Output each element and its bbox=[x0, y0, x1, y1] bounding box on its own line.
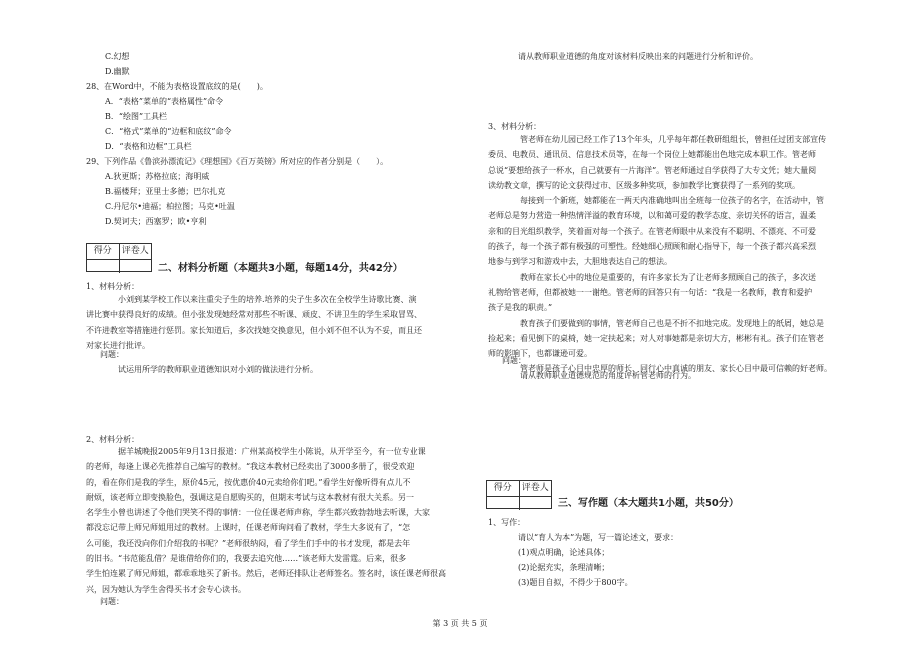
q29-option-b: B.福楼拜；亚里士多德；巴尔扎克 bbox=[105, 187, 226, 196]
score-box bbox=[486, 480, 552, 509]
w1-prompt: 请以“育人为本”为题，写一篇论述文，要求： bbox=[518, 533, 679, 542]
m3-line: 亲和的目光组织教学，笑着面对每一个孩子。在管老师眼中从来没有不聪明、不漂亮、不可爱 bbox=[488, 226, 816, 236]
m3-line: 管老师在幼儿园已经工作了13个年头，几乎每年都任教研组组长，曾担任过团支部宣传 bbox=[520, 135, 827, 144]
m3-line: 孩子是我的职责。” bbox=[488, 303, 553, 313]
q29-option-a: A.狄更斯；苏格拉底；海明威 bbox=[105, 172, 210, 181]
score-label: 得分 bbox=[487, 481, 520, 496]
score-label: 得分 bbox=[87, 244, 120, 259]
m3-line: 捡起来；看见倒下的桌椅，她一定扶起来；对人对事她都是亲切大方，彬彬有礼。孩子们在管老 bbox=[488, 333, 824, 343]
m2-question-label: 问题： bbox=[100, 597, 124, 606]
m2-line: 名学生小曾也讲述了令他们哭笑不得的事情：一位任课老师声称，学生都兴致勃勃地去听课，大家 bbox=[86, 508, 430, 518]
m2-line: 兴，因为她认为学生舍得买书才会专心读书。 bbox=[86, 584, 246, 594]
q28-option-b: B．“绘图”工具栏 bbox=[105, 112, 168, 121]
m1-line: 小刘到某学校工作以来注重尖子生的培养.培养的尖子生多次在全校学生诗歌比赛、演 bbox=[118, 295, 417, 304]
m2-line: 学生怕连累了师兄师姐，都乖乖地买了新书。然后，老师还排队让老师签名。签名时，该任课老师很高 bbox=[86, 569, 446, 579]
section2-title: 二、材料分析题（本题共3小题，每题14分，共42分） bbox=[158, 263, 403, 274]
m3-body bbox=[488, 132, 862, 377]
m2-heading: 2、材料分析： bbox=[86, 435, 140, 444]
m1-question-label: 问题： bbox=[100, 350, 124, 359]
q28-option-a: A．“表格”菜单的“表格属性”命令 bbox=[105, 97, 224, 106]
m2-line: 耐烦，该老师立即变换脸色，强调这是自愿购买的，但期末考试与这本教材有很大关系。另一 bbox=[86, 492, 414, 502]
m1-line: 不许进教室等措施进行惩罚。家长知道后，多次找她交换意见，但小刘不但不认为不妥，而且还 bbox=[86, 325, 422, 335]
m3-line: 教育孩子们要做到的事情，管老师自己也是不折不扣地完成。发现地上的纸屑，她总是 bbox=[520, 318, 824, 328]
page-footer: 第 3 页 共 5 页 bbox=[432, 619, 488, 628]
m3-line: 读幼教文章，撰写的论文获得过市、区级多种奖项，参加教学比赛获得了一系列的奖项。 bbox=[488, 180, 800, 190]
m3-line: 老师总是努力营造一种热情洋溢的教育环境，以和蔼可爱的教学态度、亲切关怀的语言，温柔 bbox=[488, 211, 816, 221]
m2-line: 的旧书。“书范能乱借？是谁借给你们的，我要去追究他……”该老师大发雷霆。后来，很多 bbox=[86, 554, 407, 564]
grader-label: 评卷人 bbox=[121, 246, 149, 256]
score-box bbox=[86, 243, 152, 272]
m2-line: 据羊城晚报2005年9月13日报道：广州某高校学生小陈说，从开学至今，有一位专业课 bbox=[118, 447, 426, 456]
m2-line: 都没忘记带上师兄师姐用过的教材。上课时，任课老师询问看了教材，学生大多说有了，“怎 bbox=[86, 523, 411, 533]
m2-body bbox=[86, 444, 480, 597]
grader-label: 评卷人 bbox=[521, 483, 549, 493]
score-cell bbox=[87, 260, 120, 273]
m3-line: 教师在家长心中的地位是重要的，有许多家长为了让老师多照顾自己的孩子，多次送 bbox=[520, 272, 816, 282]
score-cell bbox=[487, 497, 520, 510]
m1-heading: 1、材料分析： bbox=[86, 282, 140, 291]
w1-heading: 1、写作： bbox=[488, 518, 526, 527]
q2-prompt: 请从教师职业道德的角度对该材料反映出来的问题进行分析和评价。 bbox=[518, 52, 758, 61]
m3-line: 委员、电教员、通讯员、信息技术员等，在每一个岗位上她都能出色地完成本职工作。管老师 bbox=[488, 150, 816, 160]
m3-question-label: 问题： bbox=[502, 356, 526, 365]
m1-line: 讲比赛中获得良好的成绩。但小张发现她经常对那些不听课、顽皮、不讲卫生的学生采取冒骂、 bbox=[86, 310, 422, 320]
q28-option-d: D．“表格和边框”工具栏 bbox=[105, 142, 192, 151]
section3-title: 三、写作题（本大题共1小题，共50分） bbox=[558, 498, 739, 509]
m3-question: 请从教师职业道德规范的角度评析管老师的行为。 bbox=[520, 371, 696, 380]
grader-cell bbox=[120, 260, 152, 273]
m2-line: 的，看在你们是我的学生，原价45元，按优惠价40元卖给你们吧。”看学生好像听得有点儿不 bbox=[86, 477, 411, 487]
q27-option-d: D.幽默 bbox=[105, 67, 130, 76]
m1-line: 对家长进行批评。 bbox=[86, 340, 150, 350]
q27-option-c: C.幻想 bbox=[105, 52, 130, 61]
m3-heading: 3、材料分析： bbox=[488, 122, 542, 131]
m1-body bbox=[86, 292, 480, 353]
grader-cell bbox=[520, 497, 552, 510]
m2-line: 的老师，每逢上课必先推荐自己编写的教材。“我这本教材已经卖出了3000多册了，很受欢迎 bbox=[86, 462, 415, 472]
q29-stem: 29、下列作品《鲁滨孙漂流记》《理想国》《百万英镑》所对应的作者分别是（ ）。 bbox=[86, 157, 389, 166]
m3-line: 管老师是孩子心目中忠厚的师长、同行心中真诚的朋友、家长心目中最可信赖的好老师。 bbox=[520, 364, 832, 374]
w1-requirement: (1)观点明确，论述具体； bbox=[518, 548, 610, 557]
q29-option-d: D.契诃夫；西塞罗；欧•亨利 bbox=[105, 217, 207, 226]
w1-requirement: (3)题目自拟，不得少于800字。 bbox=[518, 578, 633, 587]
m3-line: 每接到一个新班，她都能在一两天内准确地叫出全班每一位孩子的名字，在活动中，管 bbox=[520, 196, 824, 206]
w1-requirement: (2)论据充实，条理清晰； bbox=[518, 563, 610, 572]
q28-stem: 28、在Word中，不能为表格设置底纹的是( )。 bbox=[86, 82, 268, 91]
m3-line: 礼物给管老师，但都被她一一谢绝。管老师的回答只有一句话：“我是一名教师，教育和爱护 bbox=[488, 287, 813, 297]
m3-line: 地参与到学习和游戏中去，大胆地表达自己的想法。 bbox=[488, 257, 672, 267]
m1-question: 试运用所学的教师职业道德知识对小刘的做法进行分析。 bbox=[118, 365, 318, 374]
q28-option-c: C．“格式”菜单的“边框和底纹”命令 bbox=[105, 127, 232, 136]
q29-option-c: C.丹尼尔•迪福；柏拉图；马克•吐温 bbox=[105, 202, 235, 211]
m2-line: 么可能，我还没向你们介绍我的书呢？”老师很纳闷，看了学生们手中的书才发现，都是去年 bbox=[86, 538, 411, 548]
m3-line: 总说“要想给孩子一杯水，自己就要有一片海洋”。管老师通过自学获得了大专文凭；她大量阅 bbox=[488, 165, 817, 175]
m3-line: 的孩子，每一个孩子都有极强的可塑性。经她细心照顾和耐心指导下，每一个孩子都兴高采烈 bbox=[488, 242, 816, 252]
m3-line: 师的影响下，也都谦逊可爱。 bbox=[488, 349, 592, 359]
